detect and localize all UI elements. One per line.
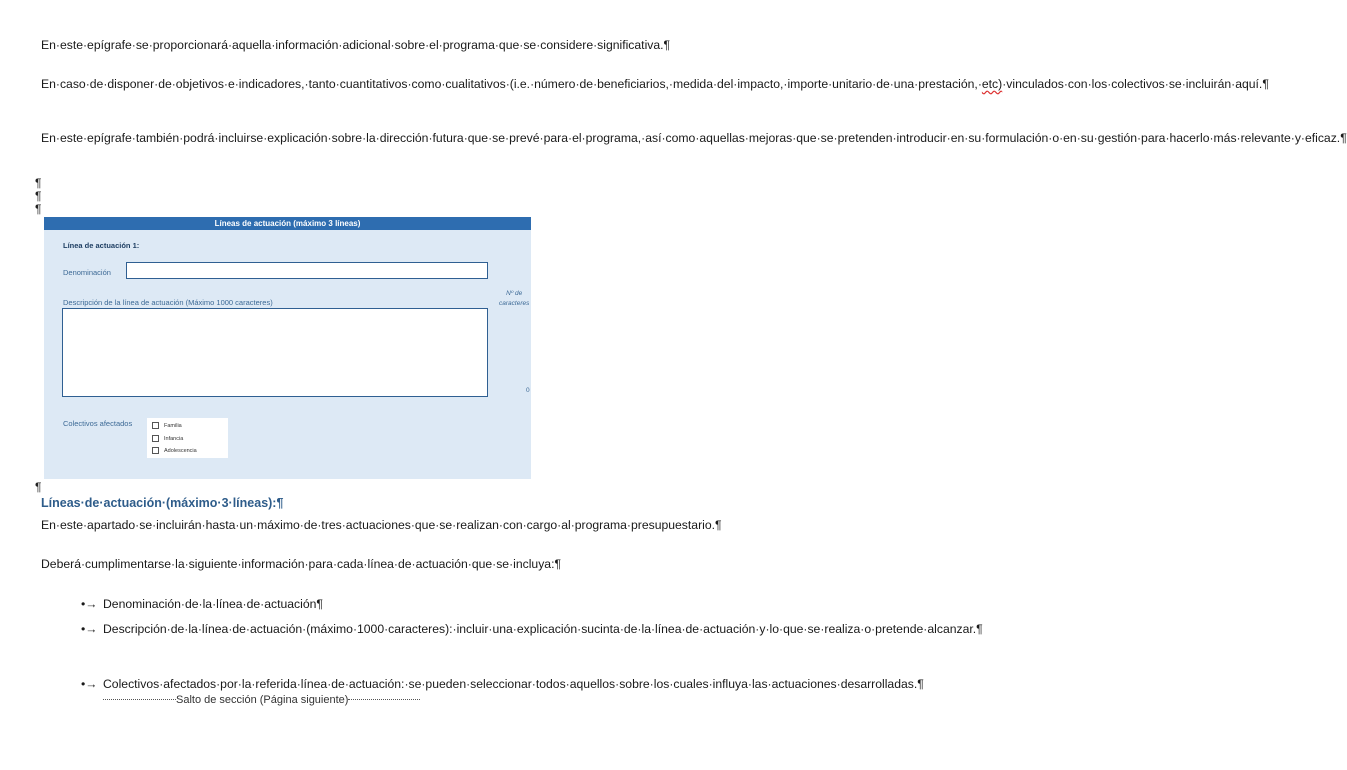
checkbox-label: Adolescencia [164,447,197,454]
section-break-leader [103,699,176,700]
paragraph-objetivos-part1: En·caso·de·disponer·de·objetivos·e·indicadores,·tanto·cuantitativos·como·cualitativos·(i.e.·número·de·beneficiarios,·medida·del·impacto,·importe·unitario·de·una·prestación,· [41,77,982,91]
form-lineas-actuacion [44,217,531,479]
list-item-text-main: Colectivos·afectados·por·la·referida·línea·de·actuación:·se·pueden·seleccionar·todos·aquellos·sobre·los·cuales·influya·las·actuaciones·desarrolladas.¶ [103,677,924,691]
list-item [81,622,983,637]
bullet-marker: •→ [81,677,98,691]
paragraph-cumplimentar: Deberá·cumplimentarse·la·siguiente·información·para·cada·línea·de·actuación·que·se·incluya:¶ [41,557,562,571]
char-count-label [499,290,529,307]
checkbox-familia[interactable] [152,422,182,429]
list-item-text: Denominación·de·la·línea·de·actuación¶ [103,597,323,611]
empty-paragraph-mark: ¶ [35,189,42,203]
checkbox-box[interactable] [152,422,159,429]
checkbox-box[interactable] [152,447,159,454]
checkbox-infancia[interactable] [152,435,183,442]
descripcion-label: Descripción de la línea de actuación (Máximo 1000 caracteres) [63,298,273,307]
paragraph-objetivos-part2: ·vinculados·con·los·colectivos·se·incluirán·aquí.¶ [1002,77,1269,91]
char-count-value: 0 [526,387,530,394]
paragraph-intro: En·este·epígrafe·se·proporcionará·aquella·información·adicional·sobre·el·programa·que·se·considere·significativa.¶ [41,38,671,52]
checkbox-box[interactable] [152,435,159,442]
char-count-label-line2: caracteres [499,300,530,307]
list-item-text [81,677,924,708]
paragraph-objetivos [41,77,1269,92]
section-break-marker: Salto de sección (Página siguiente) [176,694,349,706]
checkbox-label: Infancia [164,435,184,442]
form-line-title: Línea de actuación 1: [63,241,140,250]
bullet-marker: •→ [81,597,98,611]
descripcion-textarea[interactable] [62,308,488,397]
section-heading: Líneas·de·actuación·(máximo·3·líneas):¶ [41,496,284,510]
checkbox-adolescencia[interactable] [152,447,197,454]
colectivos-label: Colectivos afectados [63,419,133,428]
spelling-flag-etc[interactable]: etc) [981,77,1003,91]
section-break-leader [348,699,420,700]
paragraph-direccion-futura: En·este·epígrafe·también·podrá·incluirse·explicación·sobre·la·dirección·futura·que·se·prevé·para·el·programa,·así·como·aquellas·mejoras·que·se·pretenden·introducir·en·su·formulación·o·en·su·gestión·para·hacerlo·más·relevante·y·eficaz.¶ [41,131,1347,145]
paragraph-apartado: En·este·apartado·se·incluirán·hasta·un·máximo·de·tres·actuaciones·que·se·realizan·con·cargo·al·programa·presupuestario.¶ [41,518,722,532]
empty-paragraph-mark: ¶ [35,176,42,190]
bullet-marker: •→ [81,622,98,636]
checkbox-label: Familia [164,422,182,429]
list-item [81,597,540,612]
form-header: Líneas de actuación (máximo 3 líneas) [44,217,531,230]
empty-paragraph-mark: ¶ [35,202,42,216]
denominacion-input[interactable] [126,262,488,279]
char-count-label-line1: Nº de [506,290,523,297]
empty-paragraph-mark: ¶ [35,480,42,494]
denominacion-label: Denominación [63,268,111,277]
list-item [81,677,924,708]
colectivos-checkbox-list [147,418,228,458]
list-item-text: Descripción·de·la·línea·de·actuación·(máximo·1000·caracteres):·incluir·una·explicación·sucinta·de·la·línea·de·actuación·y·lo·que·se·realiza·o·pretende·alcanzar.¶ [103,622,983,636]
